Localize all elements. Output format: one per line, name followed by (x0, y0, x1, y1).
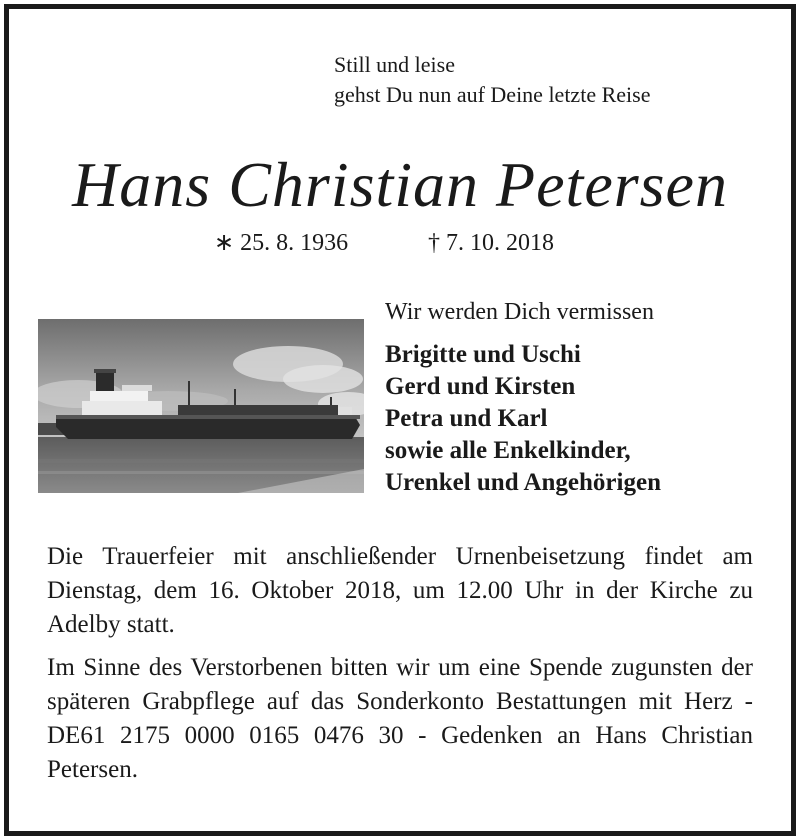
mourner-line: Gerd und Kirsten (385, 373, 576, 400)
mourner-line: Urenkel und Angehörigen (385, 469, 661, 496)
death-date: † 7. 10. 2018 (428, 230, 554, 256)
verse (334, 50, 650, 110)
farewell-heading: Wir werden Dich vermissen (385, 299, 654, 325)
mourner-line: Petra und Karl (385, 405, 548, 432)
birth-date: ∗ 25. 8. 1936 (214, 230, 349, 256)
verse-line-1: Still und leise (334, 52, 455, 77)
cargo-ship-photo-icon (38, 319, 364, 493)
deceased-name: Hans Christian Petersen (72, 149, 728, 220)
mourner-line: Brigitte und Uschi (385, 341, 581, 368)
verse-line-2: gehst Du nun auf Deine letzte Reise (334, 82, 651, 107)
ceremony-paragraph: Die Trauerfeier mit anschließender Urnenbeisetzung findet am Dienstag, dem 16. Oktober 2018, um 12.00 Uhr in der Kirche zu Adelby statt. (47, 543, 753, 638)
ship-photo (38, 319, 364, 493)
donation-paragraph: Im Sinne des Verstorbenen bitten wir um eine Spende zugunsten der späteren Grabpflege auf das Sonderkonto Bestattungen mit Herz - DE61 2175 0000 0165 0476 30 - Gedenken an Hans Christian Petersen. (47, 654, 753, 783)
mourner-line: sowie alle Enkelkinder, (385, 437, 631, 464)
mourner-list (385, 339, 661, 499)
